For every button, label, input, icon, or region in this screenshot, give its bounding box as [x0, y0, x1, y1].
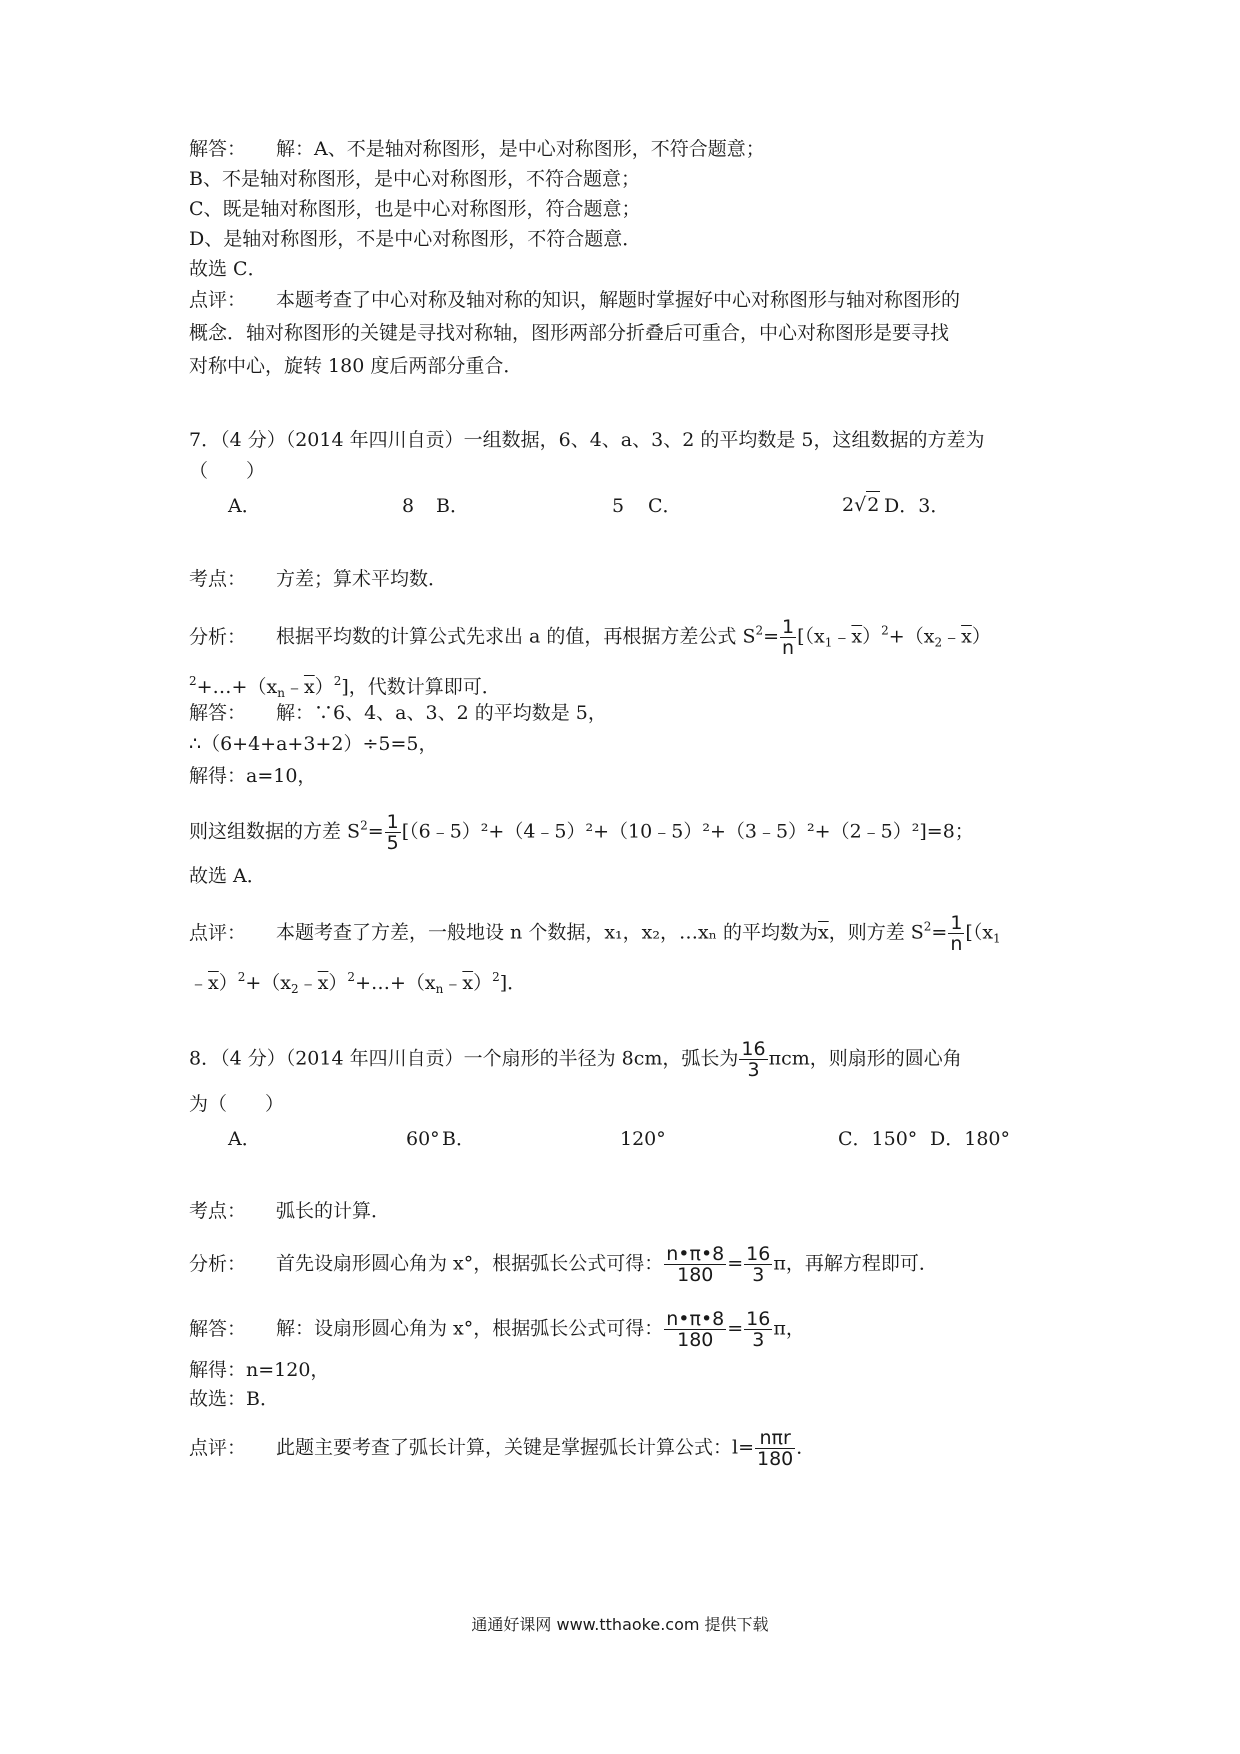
- q6-choose: 故选 C．: [189, 258, 267, 280]
- q7-variance-text: 则这组数据的方差 S: [189, 820, 361, 843]
- q7-comment-line-1: 点评： 本题考查了方差，一般地设 n 个数据，x₁，x₂，…xₙ 的平均数为$\overline{x}$，则方差 $S^2=$ $\frac{1}{n}$ [（$x_1$: [189, 912, 1001, 955]
- analysis-label: 分析：: [189, 1252, 247, 1275]
- q8-comment-1: 此题主要考查了弧长计算，关键是掌握弧长计算公式：l=: [276, 1436, 754, 1459]
- q7-option-a-value: 8: [402, 495, 415, 517]
- comment-label: 点评：: [189, 921, 247, 944]
- q8-stem-2: 为（ ）: [189, 1093, 285, 1115]
- fraction-arc-formula: $\frac{n•\pi•8}{180}$: [666, 1243, 725, 1286]
- q8-stem-1b: πcm，则扇形的圆心角: [768, 1047, 962, 1070]
- q8-point: 弧长的计算．: [276, 1200, 391, 1222]
- fraction-16-over-3: $\frac{16}{3}$: [746, 1308, 771, 1351]
- q7-comment-1b: ，则方差 S: [828, 921, 924, 944]
- q7-answer-1: 解：∵6、4、a、3、2 的平均数是 5，: [276, 702, 607, 724]
- answer-label: 解答：: [189, 138, 247, 160]
- q6-line-b: B、不是轴对称图形，是中心对称图形，不符合题意；: [189, 168, 640, 190]
- q8-option-c: C．150°: [838, 1128, 918, 1150]
- q8-stem-1: 8．（4 分）（2014 年四川自贡）一个扇形的半径为 8cm，弧长为: [189, 1047, 739, 1070]
- q6-comment-line-1: [189, 287, 960, 313]
- fraction-16-over-3: $\frac{16}{3}$: [741, 1038, 766, 1081]
- q8-comment-line: 点评： 此题主要考查了弧长计算，关键是掌握弧长计算公式：l= $\frac{\text{nπr}}{180}$ ．: [189, 1427, 816, 1470]
- q6-answer-a: 解：A、不是轴对称图形，是中心对称图形，不符合题意；: [276, 138, 765, 160]
- fraction-1-over-5: $\frac{1}{5}$: [386, 811, 399, 854]
- fraction-1-over-n: $\frac{1}{n}$: [950, 912, 963, 955]
- fraction-arc-length: $\frac{\text{nπr}}{180}$: [757, 1427, 794, 1470]
- q7-point-line: [189, 566, 447, 592]
- q7-analysis-line-1: 分析： 根据平均数的计算公式先求出 a 的值，再根据方差公式 $S^2=$ $\frac{1}{n}$ [$(x_1﹣\overline{x})^2+(x_2﹣\overline{x})$: [189, 616, 991, 659]
- q7-answer-2: ∴（6+4+a+3+2）÷5=5，: [189, 733, 438, 755]
- q8-answer-2: π，: [773, 1317, 805, 1340]
- q8-option-a-label: A．: [228, 1128, 261, 1150]
- q7-point: 方差；算术平均数．: [276, 568, 448, 590]
- point-label: 考点：: [189, 1200, 247, 1222]
- q7-option-a-label: A．: [228, 495, 261, 517]
- q7-stem-1: 7．（4 分）（2014 年四川自贡）一组数据，6、4、a、3、2 的平均数是 5，这组数据的方差为: [189, 429, 985, 451]
- q8-analysis-line: 分析： 首先设扇形圆心角为 x°，根据弧长公式可得： $\frac{n•\pi•8}{180}$ = $\frac{16}{3}$ π，再解方程即可．: [189, 1243, 938, 1286]
- q7-option-b-label: B．: [436, 495, 469, 517]
- fraction-16-over-3: $\frac{16}{3}$: [746, 1243, 771, 1286]
- q8-analysis-1: 首先设扇形圆心角为 x°，根据弧长公式可得：: [276, 1252, 664, 1275]
- q8-option-b-label: B．: [442, 1128, 475, 1150]
- q8-choose: 故选：B．: [189, 1388, 279, 1410]
- q8-answer-3: 解得：n=120，: [189, 1359, 330, 1381]
- q8-option-b-value: 120°: [620, 1128, 666, 1150]
- q6-comment-line-2: 概念．轴对称图形的关键是寻找对称轴，图形两部分折叠后可重合，中心对称图形是要寻找: [189, 322, 950, 344]
- q7-variance-expr: [（6﹣5）²+（4﹣5）²+（10﹣5）²+（3﹣5）²+（2﹣5）²]=8；: [401, 820, 974, 843]
- q6-comment-1: 本题考查了中心对称及轴对称的知识，解题时掌握好中心对称图形与轴对称图形的: [276, 289, 961, 311]
- q7-answer-3: 解得：a=10，: [189, 765, 317, 787]
- q7-comment-1: 本题考查了方差，一般地设 n 个数据，x₁，x₂，…xₙ 的平均数为: [276, 921, 818, 944]
- q7-answer-line-4: 则这组数据的方差 $S^2=$ $\frac{1}{5}$ [（6﹣5）²+（4﹣5）²+（10﹣5）²+（3﹣5）²+（2﹣5）²]=8；: [189, 811, 974, 854]
- q7-option-b-value: 5: [612, 495, 625, 517]
- q7-analysis-line-2: $^2+\dots+(x_n﹣\overline{x})^2$]，代数计算即可．: [189, 674, 501, 700]
- answer-label: 解答：: [189, 702, 247, 724]
- q8-point-line: [189, 1198, 390, 1224]
- answer-label: 解答：: [189, 1317, 247, 1340]
- q6-line-d: D、是轴对称图形，不是中心对称图形，不符合题意．: [189, 228, 642, 250]
- q7-option-d: D．3．: [884, 495, 950, 517]
- q7-analysis-text: 根据平均数的计算公式先求出 a 的值，再根据方差公式 S: [276, 625, 756, 648]
- fraction-1-over-n: $\frac{1}{n}$: [782, 616, 795, 659]
- q6-answer-line: [189, 136, 765, 162]
- comment-label: 点评：: [189, 289, 247, 311]
- q8-answer-line: 解答： 解：设扇形圆心角为 x°，根据弧长公式可得： $\frac{n•\pi•8}{180}$ = $\frac{16}{3}$ π，: [189, 1308, 805, 1351]
- q6-comment-line-3: 对称中心，旋转 180 度后两部分重合．: [189, 355, 523, 377]
- point-label: 考点：: [189, 568, 247, 590]
- q8-option-a-value: 60°: [406, 1128, 440, 1150]
- q8-analysis-2: π，再解方程即可．: [773, 1252, 938, 1275]
- analysis-label: 分析：: [189, 625, 247, 648]
- q7-choose: 故选 A．: [189, 865, 266, 887]
- q8-stem-line-1: [189, 1039, 962, 1080]
- q8-answer-1: 解：设扇形圆心角为 x°，根据弧长公式可得：: [276, 1317, 664, 1340]
- q8-option-d: D．180°: [930, 1128, 1010, 1150]
- q7-analysis-tail: ，代数计算即可．: [348, 676, 501, 698]
- q6-line-c: C、既是轴对称图形，也是中心对称图形，符合题意；: [189, 198, 641, 220]
- footer-watermark: 通通好课网 www.tthaoke.com 提供下载: [471, 1615, 769, 1634]
- q7-stem-2: （ ）: [189, 460, 266, 482]
- q7-answer-line-1: [189, 700, 607, 726]
- q7-option-c-value: 2√2: [842, 491, 880, 518]
- fraction-arc-formula: $\frac{n•\pi•8}{180}$: [666, 1308, 725, 1351]
- comment-label: 点评：: [189, 1436, 247, 1459]
- q7-comment-line-2: $﹣\overline{x})^2+(x_2﹣\overline{x})^2+\dots+(x_n﹣\overline{x})^2$]．: [189, 970, 527, 996]
- q7-option-c-label: C．: [648, 495, 682, 517]
